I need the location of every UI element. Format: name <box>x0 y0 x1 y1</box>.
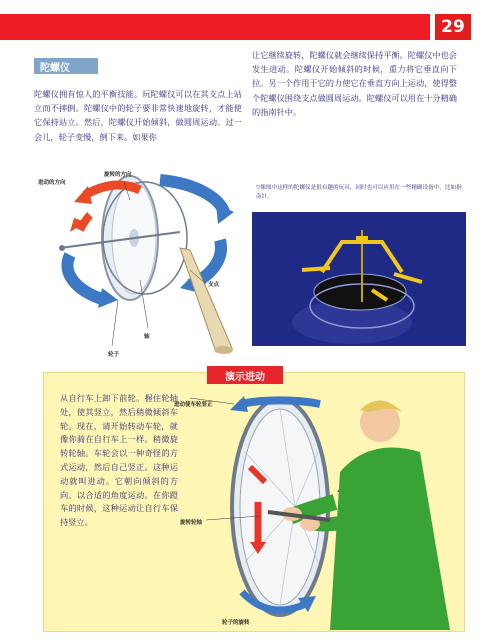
label-precession-upright: 进动使车轮竖正 <box>174 402 213 408</box>
intro-paragraph-left: 陀螺仪拥有惊人的平衡技能。玩陀螺仪可以在其支点上站立而不摔倒。陀螺仪中的轮子要非常快速地旋转，才能使它保持站立。然后，陀螺仪开始倾斜，做圆周运动。过一会儿，轮子变慢，倒下来。如果你 <box>34 89 242 142</box>
label-precession-direction: 进动的方向 <box>38 180 66 186</box>
person-sweater <box>330 448 450 631</box>
label-wheel: 轮子 <box>108 352 120 358</box>
label-pivot: 支点 <box>208 282 220 288</box>
demo-title: 演示进动 <box>207 366 283 384</box>
section-title: 陀螺仪 <box>34 58 98 74</box>
precession-arrow-top <box>160 180 225 215</box>
page-number: 29 <box>432 14 471 40</box>
label-axle: 轴 <box>144 334 150 340</box>
precession-arrow <box>240 400 320 404</box>
photo-caption: ▽像图中这样的陀螺仪是很有趣的玩具，同时也可以应用在一些精确设备中，比如指南针。 <box>256 185 462 200</box>
gyroscope-illustration <box>30 160 250 365</box>
demo-paragraph: 从自行车上卸下前轮。握住轮轴处，使其竖立，然后稍微倾斜车轮。现在，请开始转动车轮，就像你骑在自行车上一样。稍微旋转轮轴。车轮会以一种奇怪的方式运动，然后自己竖正。这种运动就叫进动。它朝向倾斜的方向、以合适的角度运动。在你蹬车的时候，这种运动让自行车保持竖立。 <box>60 393 178 528</box>
bicycle-wheel-diagram <box>170 382 460 630</box>
label-spin-direction: 旋转的方向 <box>104 172 132 178</box>
gyroscope-photo <box>252 212 466 346</box>
precession-arrow-left <box>67 255 105 300</box>
label-wheel-spin: 轮子的旋转 <box>222 620 250 626</box>
header-bar <box>0 14 430 40</box>
intro-paragraph-right: 让它继续旋转，陀螺仪就会继续保持平衡。陀螺仪中也会发生进动。陀螺仪开始倾斜的时候，重力将它垂直向下拉。另一个作用于它的力使它在垂直方向上运动，使得整个陀螺仪围绕支点做圆周运动。陀螺仪可以用在十分精确的指南针中。 <box>252 50 457 117</box>
label-rotate-axle: 旋转轮轴 <box>180 520 203 526</box>
bicycle-wheel-illustration <box>170 382 460 630</box>
pivot-stand <box>180 248 232 352</box>
gyroscope-toy-illustration <box>252 212 466 346</box>
gyroscope-diagram <box>30 160 250 365</box>
